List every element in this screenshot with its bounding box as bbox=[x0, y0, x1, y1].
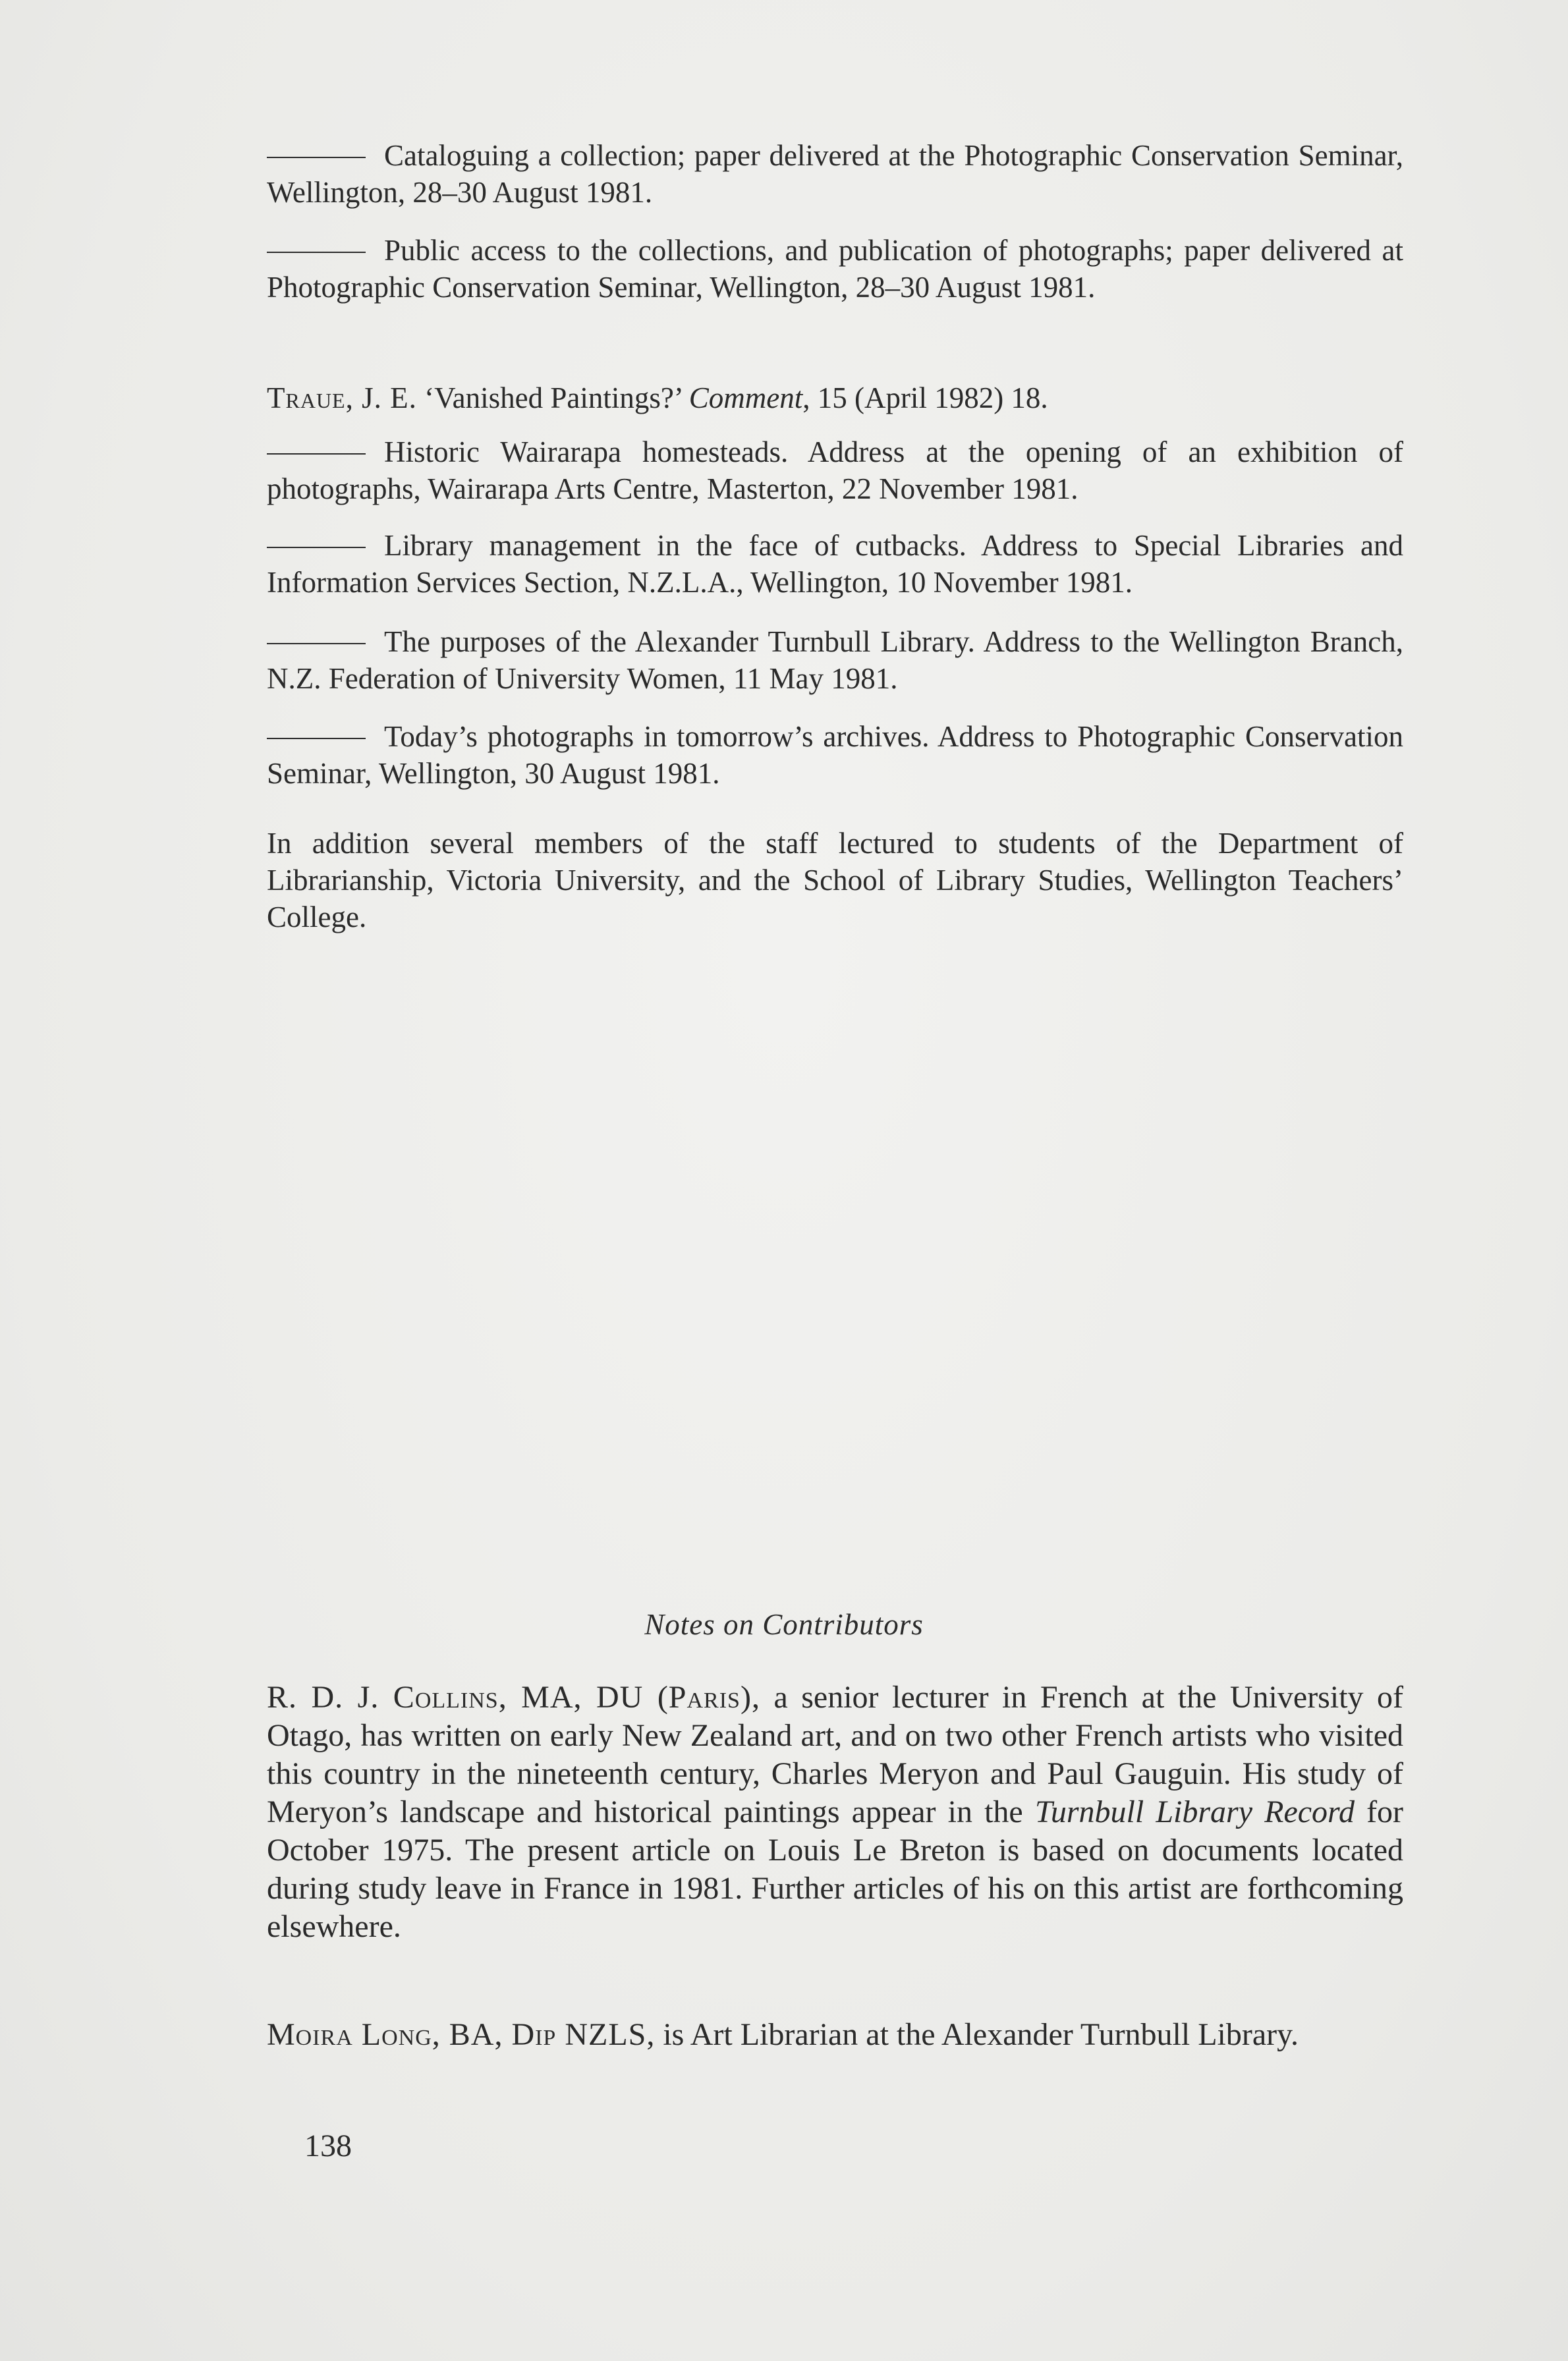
bibliography-entry-1: Cataloguing a collection; paper delivered at the Photographic Conservation Seminar, Wellington, 28–30 August 1981. bbox=[267, 139, 1403, 209]
journal-title: Comment bbox=[688, 381, 803, 414]
bibliography-entry-2: Public access to the collections, and publication of photographs; paper delivered at Photographic Conservation Seminar, Wellington, 28–30 August 1981. bbox=[267, 234, 1403, 304]
addition-paragraph: In addition several members of the staff lectured to students of the Department of Librarianship, Victoria University, and the School of Library Studies, Wellington Teachers’ College. bbox=[267, 827, 1403, 933]
repeat-author-dash bbox=[267, 252, 366, 253]
author-name: Traue, J. E. bbox=[267, 381, 417, 414]
page-number: 138 bbox=[304, 2128, 352, 2163]
contributor-long: Moira Long, BA, Dip NZLS, is Art Librarian at the Alexander Turnbull Library. bbox=[267, 2017, 1299, 2052]
repeat-author-dash bbox=[267, 157, 366, 158]
bibliography-entry-4: Historic Wairarapa homesteads. Address at the opening of an exhibition of photographs, Wairarapa Arts Centre, Masterton, 22 November 1981. bbox=[267, 435, 1403, 505]
bibliography-entry-7: Today’s photographs in tomorrow’s archives. Address to Photographic Conservation Seminar, Wellington, 30 August 1981. bbox=[267, 720, 1403, 790]
repeat-author-dash bbox=[267, 453, 366, 455]
contributor-name: Moira Long, BA, Dip NZLS, bbox=[267, 2017, 656, 2052]
bibliography-entry-3: Traue, J. E. ‘Vanished Paintings?’ Comment, 15 (April 1982) 18. bbox=[267, 381, 1048, 414]
contributor-collins: R. D. J. Collins, MA, DU (Paris), a senior lecturer in French at the University of Otago, has written on early New Zealand art, and on two other French artists who visited this country in the nineteenth century, Charles Meryon and Paul Gauguin. His study of Meryon’s landscape and historical paintings appear in the Turnbull Library Record for October 1975. The present article on Louis Le Breton is based on documents located during study leave in France in 1981. Further articles of his on this artist are forthcoming elsewhere. bbox=[267, 1680, 1404, 1944]
publication-title: Turnbull Library Record bbox=[1034, 1794, 1355, 1829]
section-heading: Notes on Contributors bbox=[644, 1608, 924, 1641]
repeat-author-dash bbox=[267, 547, 366, 548]
bibliography-entry-6: The purposes of the Alexander Turnbull Library. Address to the Wellington Branch, N.Z. Federation of University Women, 11 May 1981. bbox=[267, 625, 1403, 695]
bibliography-entry-5: Library management in the face of cutbacks. Address to Special Libraries and Information Services Section, N.Z.L.A., Wellington, 10 November 1981. bbox=[267, 529, 1403, 599]
repeat-author-dash bbox=[267, 643, 366, 644]
contributor-name: R. D. J. Collins, MA, DU (Paris), bbox=[267, 1680, 760, 1715]
repeat-author-dash bbox=[267, 738, 366, 739]
